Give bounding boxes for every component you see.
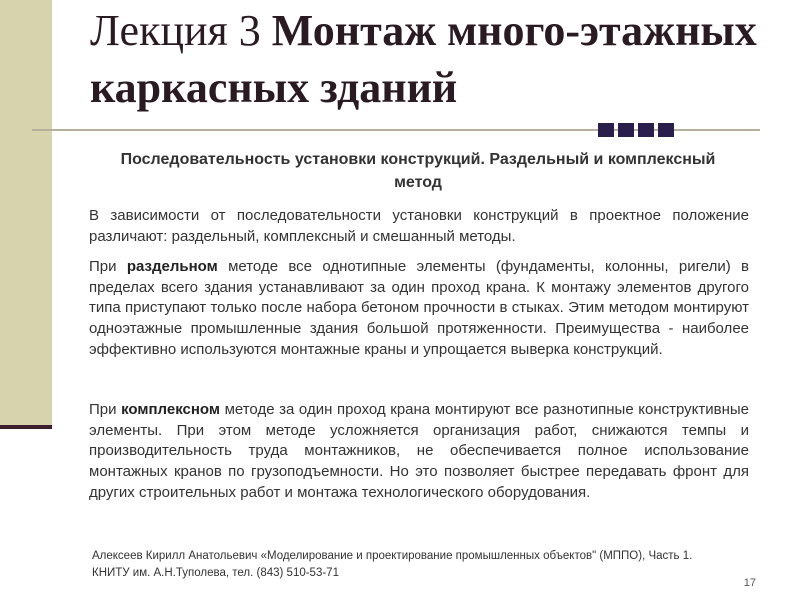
slide-footer <box>92 548 752 582</box>
divider-squares <box>598 123 674 137</box>
decor-square <box>618 123 634 137</box>
paragraph-complex-method <box>89 400 749 504</box>
decor-square <box>598 123 614 137</box>
decor-square <box>658 123 674 137</box>
p2-lead: При <box>89 258 127 275</box>
paragraph-intro: В зависимости от последовательности установки конструкций в проектное положение различают: раздельный, комплексный и смешанный методы. <box>89 207 749 245</box>
slide-subtitle: Последовательность установки конструкций. Раздельный и комплексный метод <box>120 151 716 191</box>
paragraph-separate-method <box>89 257 749 361</box>
footer-institution: КНИТУ им. А.Н.Туполева, тел. (843) 510-53-71 <box>92 567 339 579</box>
footer-author: Алексеев Кирилл Анатольевич «Моделирование и проектирование промышленных объектов" (МППО), Часть 1. <box>92 550 693 562</box>
decor-square <box>638 123 654 137</box>
title-main: Монтаж много-этажных каркасных зданий <box>90 6 757 112</box>
p3-text: методе за один проход крана монтируют все разнотипные конструктивные элементы. При этом методе усложняется организация работ, снижаются темпы и производительность труда монтажников, не обеспечивается полное использование монтажных кранов по грузоподъемности. Но это позволяет быстрее передавать фронт для других строительных работ и монтажа технологического оборудования. <box>89 401 750 501</box>
side-decor-line <box>0 425 52 429</box>
p2-text: методе все однотипные элементы (фундаменты, колонны, ригели) в пределах всего здания устанавливают за один проход крана. К монтажу элементов другого типа приступают только после набора бетоном прочности в стыках. Этим методом монтируют одноэтажные промышленные здания большой протяженности. Преимущества - наиболее эффективно используются монтажные краны и упрощается выверка конструкций. <box>89 258 749 358</box>
p2-term: раздельном <box>126 258 218 275</box>
p3-lead: При <box>89 401 122 418</box>
side-decor-band <box>0 0 52 428</box>
slide-title <box>90 2 790 116</box>
p3-term: комплексном <box>121 401 220 418</box>
page-number: 17 <box>743 577 756 589</box>
title-prefix: Лекция 3 <box>90 6 272 55</box>
